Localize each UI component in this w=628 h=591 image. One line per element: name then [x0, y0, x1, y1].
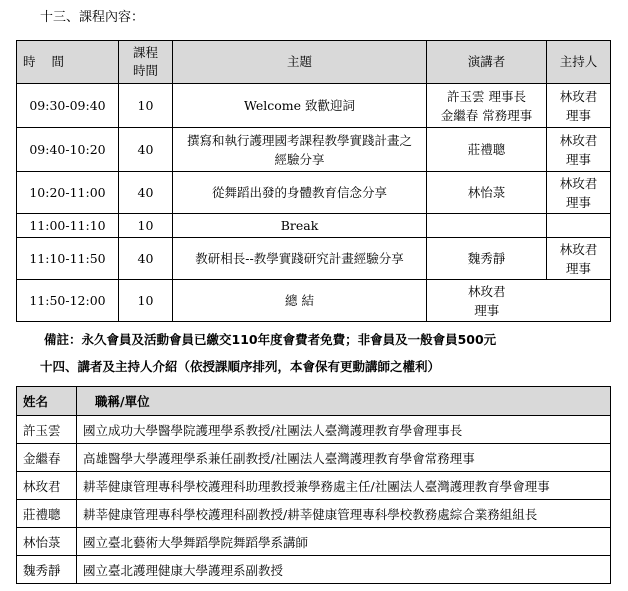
row-duration: 40 — [119, 238, 173, 280]
row-time: 11:50-12:00 — [17, 280, 119, 322]
row-speaker-empty — [427, 214, 547, 238]
header-speaker: 演講者 — [427, 41, 547, 84]
row-host-empty — [547, 280, 611, 322]
row-host-line2: 理事 — [565, 260, 591, 276]
table-row — [17, 556, 611, 584]
table-row — [17, 528, 611, 556]
speakers-header-row — [17, 387, 611, 416]
speaker-name: 莊禮聰 — [17, 500, 77, 528]
row-speaker-line1: 許玉雲 理事長 — [447, 88, 526, 104]
speaker-title: 國立成功大學醫學院護理學系教授/社團法人臺灣護理教育學會理事長 — [77, 416, 611, 444]
table-row — [17, 472, 611, 500]
speaker-title: 高雄醫學大學護理學系兼任副教授/社團法人臺灣護理教育學會常務理事 — [77, 444, 611, 472]
row-time: 10:20-11:00 — [17, 172, 119, 214]
speaker-name: 許玉雲 — [17, 416, 77, 444]
header-duration — [119, 41, 173, 84]
row-topic: Welcome 致歡迎詞 — [173, 84, 427, 128]
row-host-line1: 林玫君 — [559, 88, 598, 104]
table-row — [17, 84, 611, 128]
header-name: 姓名 — [17, 387, 77, 416]
header-duration-line2: 時間 — [132, 63, 158, 78]
row-host-line1: 林玫君 — [559, 241, 598, 257]
row-topic: 從舞蹈出發的身體教育信念分享 — [173, 172, 427, 214]
row-time: 11:10-11:50 — [17, 238, 119, 280]
table-row — [17, 280, 611, 322]
header-time: 時 間 — [17, 41, 119, 84]
row-duration: 10 — [119, 280, 173, 322]
row-topic: Break — [173, 214, 427, 238]
row-host-line2: 理事 — [565, 151, 591, 167]
row-speaker: 莊禮聰 — [427, 128, 547, 172]
table-row — [17, 238, 611, 280]
section-14-title: 十四、講者及主持人介紹（依授課順序排列，本會保有更動講師之權利） — [40, 359, 441, 374]
table-row — [17, 214, 611, 238]
header-duration-line1: 課程 — [132, 45, 158, 60]
row-speaker-line2: 金繼春 常務理事 — [440, 107, 533, 123]
speaker-title: 耕莘健康管理專科學校護理科助理教授兼學務處主任/社團法人臺灣護理教育學會理事 — [77, 472, 611, 500]
row-host — [547, 128, 611, 172]
row-topic-line1: 撰寫和執行護理國考課程教學實踐計畫之 — [186, 132, 412, 148]
speaker-title: 耕莘健康管理專科學校護理科副教授/耕莘健康管理專科學校教務處綜合業務組組長 — [77, 500, 611, 528]
row-speaker — [427, 84, 547, 128]
speakers-table — [16, 386, 611, 584]
table-row — [17, 444, 611, 472]
section-13-title: 十三、課程內容： — [40, 10, 145, 25]
header-host: 主持人 — [547, 41, 611, 84]
speaker-name: 魏秀靜 — [17, 556, 77, 584]
row-topic: 總 結 — [173, 280, 427, 322]
closing-host-line1: 林玫君 — [467, 283, 506, 299]
row-host — [547, 172, 611, 214]
row-topic — [173, 128, 427, 172]
speaker-title: 國立臺北藝術大學舞蹈學院舞蹈學系講師 — [77, 528, 611, 556]
speaker-name: 金繼春 — [17, 444, 77, 472]
row-host-line1: 林玫君 — [559, 175, 598, 191]
header-topic: 主題 — [173, 41, 427, 84]
row-time: 09:30-09:40 — [17, 84, 119, 128]
row-host-line1: 林玫君 — [559, 132, 598, 148]
row-topic-line2: 經驗分享 — [274, 151, 325, 167]
row-duration: 10 — [119, 214, 173, 238]
header-title: 職稱/單位 — [77, 387, 611, 416]
schedule-table — [16, 40, 611, 322]
speaker-name: 林怡菉 — [17, 528, 77, 556]
row-duration: 40 — [119, 128, 173, 172]
row-topic: 教研相長--教學實踐研究計畫經驗分享 — [173, 238, 427, 280]
row-host-line2: 理事 — [565, 194, 591, 210]
speaker-name: 林玫君 — [17, 472, 77, 500]
table-row — [17, 172, 611, 214]
row-duration: 40 — [119, 172, 173, 214]
schedule-header-row — [17, 41, 611, 84]
row-speaker: 林怡菉 — [427, 172, 547, 214]
row-closing-host — [427, 280, 547, 322]
row-host-line2: 理事 — [565, 107, 591, 123]
row-duration: 10 — [119, 84, 173, 128]
table-row — [17, 416, 611, 444]
row-time: 09:40-10:20 — [17, 128, 119, 172]
table-row — [17, 128, 611, 172]
row-speaker: 魏秀靜 — [427, 238, 547, 280]
row-host — [547, 84, 611, 128]
table-row — [17, 500, 611, 528]
row-host — [547, 238, 611, 280]
fee-note: 備註：永久會員及活動會員已繳交110年度會費者免費；非會員及一般會員500元 — [44, 332, 497, 347]
closing-host-line2: 理事 — [474, 302, 500, 318]
row-time: 11:00-11:10 — [17, 214, 119, 238]
speaker-title: 國立臺北護理健康大學護理系副教授 — [77, 556, 611, 584]
row-host-empty — [547, 214, 611, 238]
